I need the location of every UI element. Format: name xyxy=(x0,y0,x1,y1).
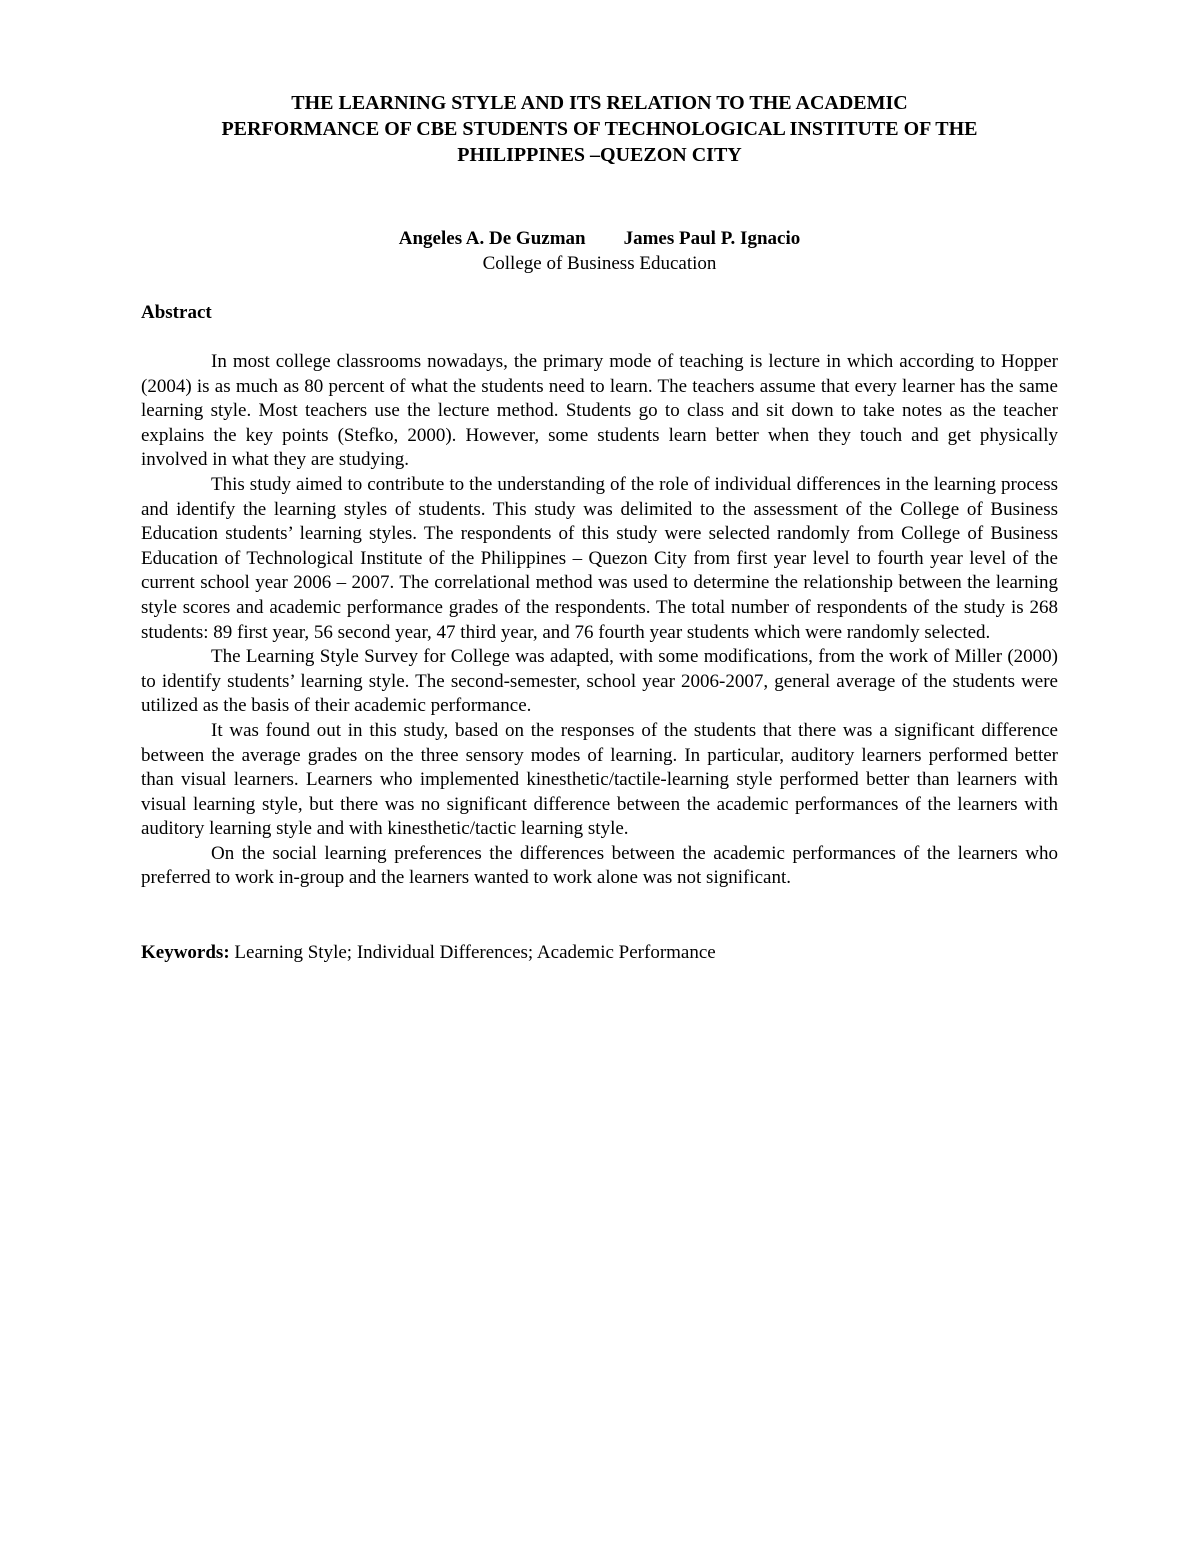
author-affiliation: College of Business Education xyxy=(482,253,717,274)
abstract-paragraph: It was found out in this study, based on the responses of the students that there was a significant difference between the average grades on the three sensory modes of learning. In particular, auditory learners performed better than visual learners. Learners who implemented kinesthetic/tactile-learning style performed better than learners with visual learning style, but there was no significant difference between the academic performances of the learners with auditory learning style and with kinesthetic/tactic learning style. xyxy=(141,719,1058,840)
keywords-line xyxy=(141,940,1058,965)
keywords-text: Learning Style; Individual Differences; Academic Performance xyxy=(229,942,716,964)
abstract-paragraph: In most college classrooms nowadays, the primary mode of teaching is lecture in which according to Hopper (2004) is as much as 80 percent of what the students need to learn. The teachers assume that every learner has the same learning style. Most teachers use the lecture method. Students go to class and sit down to take notes as the teacher explains the key points (Stefko, 2000). However, some students learn better when they touch and get physically involved in what they are studying. xyxy=(141,351,1058,471)
abstract-heading: Abstract xyxy=(141,302,212,323)
author-name: Angeles A. De Guzman xyxy=(398,228,586,249)
abstract-paragraph: This study aimed to contribute to the understanding of the role of individual differences in the learning process and identify the learning styles of students. This study was delimited to the assessment of the College of Business Education students’ learning styles. The respondents of this study were selected randomly from College of Business Education of Technological Institute of the Philippines – Quezon City from first year level to fourth year level of the current school year 2006 – 2007. The correlational method was used to determine the relationship between the learning style scores and academic performance grades of the respondents. The total number of respondents of the study is 268 students: 89 first year, 56 second year, 47 third year, and 76 fourth year students which were randomly selected. xyxy=(141,473,1058,643)
paper-title xyxy=(141,90,1058,168)
title-line: PERFORMANCE OF CBE STUDENTS OF TECHNOLOGICAL INSTITUTE OF THE xyxy=(221,118,978,140)
paper-content xyxy=(141,90,1058,965)
keywords-label: Keywords: xyxy=(141,942,230,964)
abstract-paragraph: On the social learning preferences the differences between the academic performances of the learners who preferred to work in-group and the learners wanted to work alone was not significant. xyxy=(141,842,1058,889)
abstract-paragraph: The Learning Style Survey for College was adapted, with some modifications, from the work of Miller (2000) to identify students’ learning style. The second-semester, school year 2006-2007, general average of the students were utilized as the basis of their academic performance. xyxy=(141,646,1058,717)
title-line: THE LEARNING STYLE AND ITS RELATION TO THE ACADEMIC xyxy=(291,92,908,114)
author-name: James Paul P. Ignacio xyxy=(623,228,801,249)
author-list xyxy=(141,226,1058,251)
abstract-body xyxy=(141,350,1058,891)
title-line: PHILIPPINES –QUEZON CITY xyxy=(457,144,742,166)
